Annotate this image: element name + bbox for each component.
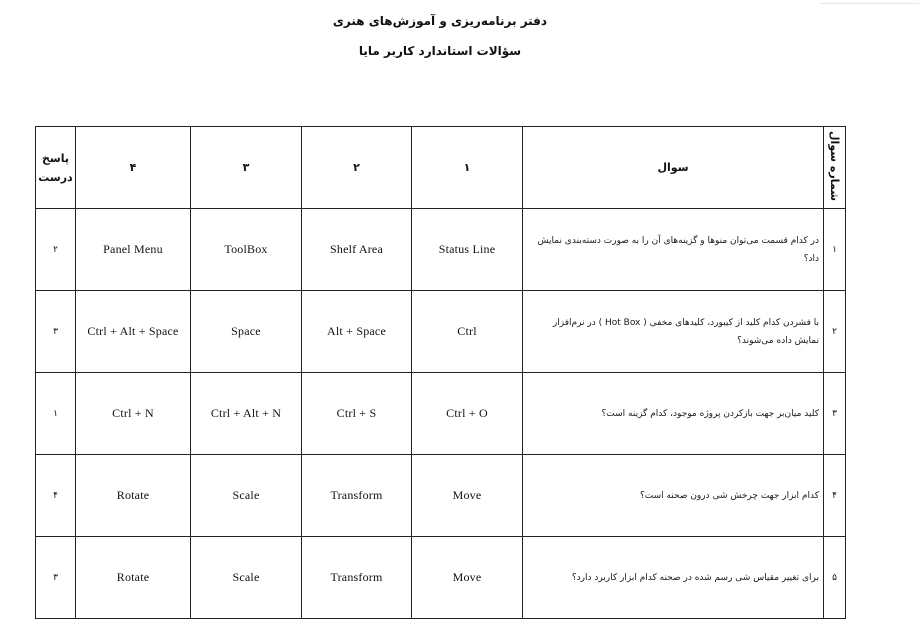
option-4-cell: Rotate	[76, 537, 191, 619]
option-2-cell: Transform	[302, 455, 412, 537]
option-2-cell: Transform	[302, 537, 412, 619]
option-1-cell: Move	[412, 537, 523, 619]
row-number-cell: ۵	[824, 537, 846, 619]
header-number: شماره سوال	[824, 127, 846, 209]
table-row	[36, 209, 846, 291]
option-3-cell: Scale	[191, 455, 302, 537]
table-row	[36, 291, 846, 373]
questions-table	[35, 126, 846, 619]
row-number-cell: ۳	[824, 373, 846, 455]
answer-cell: ۳	[36, 537, 76, 619]
option-2-cell: Ctrl + S	[302, 373, 412, 455]
question-cell: کدام ابزار جهت چرخش شی درون صحنه است؟	[523, 455, 824, 537]
option-4-cell: Panel Menu	[76, 209, 191, 291]
option-2-cell: Alt + Space	[302, 291, 412, 373]
table-row	[36, 455, 846, 537]
page-title: دفتر برنامه‌ریزی و آموزش‌های هنری	[332, 14, 548, 28]
option-4-cell: Ctrl + Alt + Space	[76, 291, 191, 373]
top-right-rule	[820, 0, 919, 4]
row-number-cell: ۲	[824, 291, 846, 373]
page-subtitle: سؤالات استاندارد کاربر مایا	[358, 44, 522, 58]
table-row	[36, 537, 846, 619]
table-row	[36, 373, 846, 455]
header-option-2: ۲	[302, 127, 412, 209]
question-cell: کلید میان‌بر جهت بازکردن پروژه موجود، کدام گزینه است؟	[523, 373, 824, 455]
question-cell: برای تغییر مقیاس شی رسم شده در صحنه کدام ابزار کاربرد دارد؟	[523, 537, 824, 619]
table-header-row	[36, 127, 846, 209]
header-answer: پاسخ درست	[36, 127, 76, 209]
question-cell: با فشردن کدام کلید از کیبورد، کلیدهای مخفی ( Hot Box ) در نرم‌افزار نمایش داده می‌شوند؟	[523, 291, 824, 373]
header-option-1: ۱	[412, 127, 523, 209]
option-3-cell: Scale	[191, 537, 302, 619]
question-cell: در کدام قسمت می‌توان منوها و گزینه‌های آن را به صورت دسته‌بندی نمایش داد؟	[523, 209, 824, 291]
header-option-4: ۴	[76, 127, 191, 209]
answer-cell: ۲	[36, 209, 76, 291]
row-number-cell: ۱	[824, 209, 846, 291]
answer-cell: ۳	[36, 291, 76, 373]
row-number-cell: ۴	[824, 455, 846, 537]
header-option-3: ۳	[191, 127, 302, 209]
option-1-cell: Ctrl + O	[412, 373, 523, 455]
option-3-cell: ToolBox	[191, 209, 302, 291]
header-question: سوال	[523, 127, 824, 209]
option-1-cell: Status Line	[412, 209, 523, 291]
option-1-cell: Move	[412, 455, 523, 537]
option-4-cell: Rotate	[76, 455, 191, 537]
option-3-cell: Space	[191, 291, 302, 373]
option-3-cell: Ctrl + Alt + N	[191, 373, 302, 455]
option-2-cell: Shelf Area	[302, 209, 412, 291]
option-4-cell: Ctrl + N	[76, 373, 191, 455]
answer-cell: ۴	[36, 455, 76, 537]
option-1-cell: Ctrl	[412, 291, 523, 373]
answer-cell: ۱	[36, 373, 76, 455]
